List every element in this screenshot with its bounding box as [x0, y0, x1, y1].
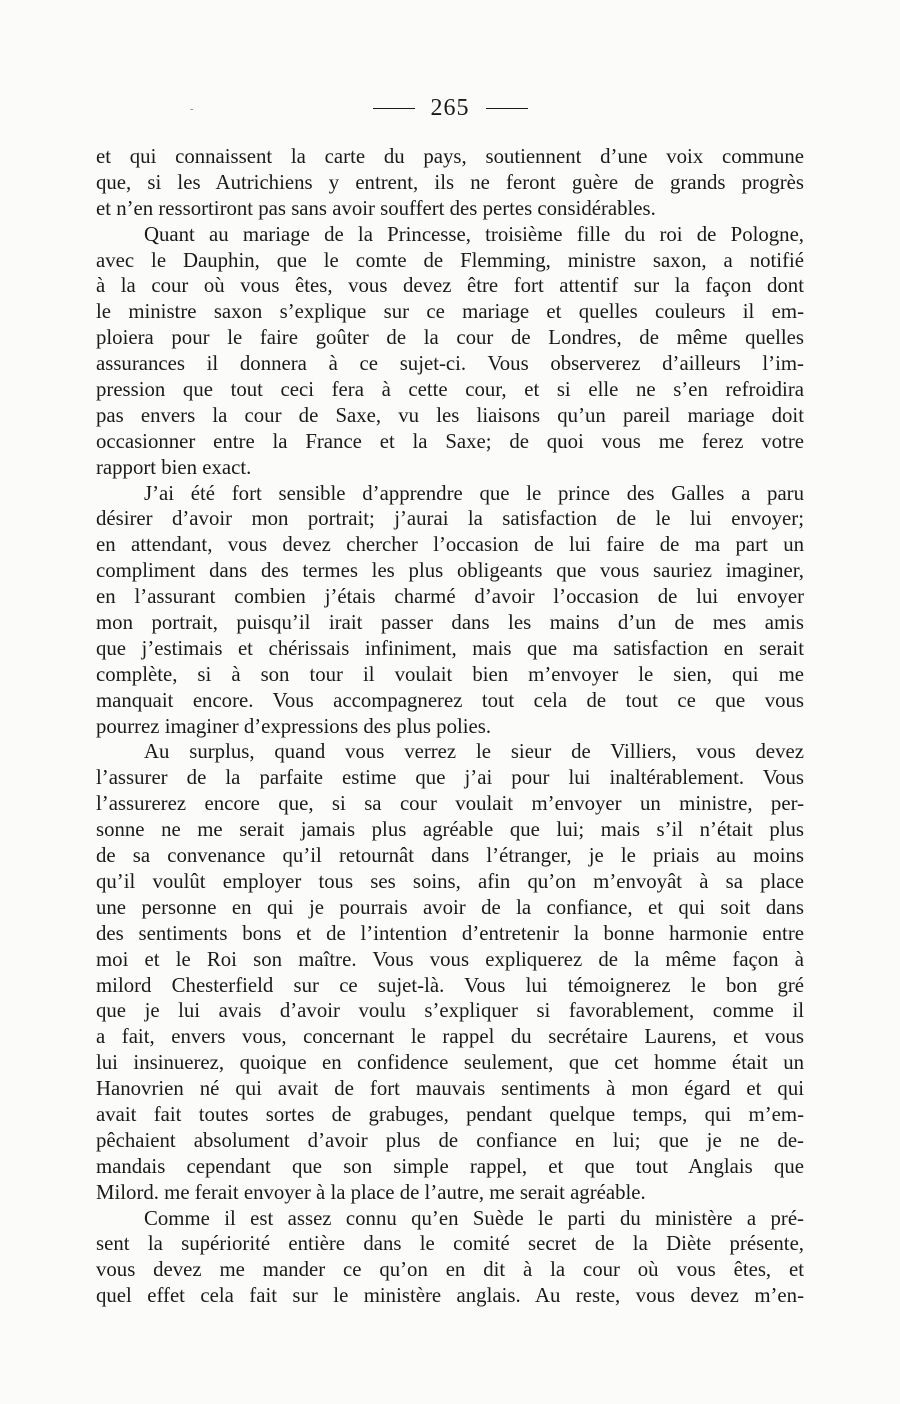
text-line: désirer d’avoir mon portrait; j’aurai la satisfaction de le lui envoyer; — [96, 507, 804, 531]
page-number: 265 — [430, 94, 470, 121]
text-line: que je lui avais d’avoir voulu s’expliquer si favorablement, comme il — [96, 999, 804, 1023]
text-line: le ministre saxon s’explique sur ce mariage et quelles couleurs il em- — [96, 300, 804, 324]
text-line: l’assurerez encore que, si sa cour voulait m’envoyer un ministre, per- — [96, 792, 804, 816]
text-line: une personne en qui je pourrais avoir de la confiance, et qui soit dans — [96, 895, 804, 919]
body-text — [96, 144, 804, 1309]
text-line: en attendant, vous devez chercher l’occasion de lui faire de ma part un — [96, 533, 804, 557]
text-line: des sentiments bons et de l’intention d’entretenir la bonne harmonie entre — [96, 921, 804, 945]
text-line: l’assurer de la parfaite estime que j’ai pour lui inaltérablement. Vous — [96, 766, 804, 790]
text-line: Comme il est assez connu qu’en Suède le parti du ministère a pré- — [144, 1206, 804, 1230]
text-line: avait fait toutes sortes de grabuges, pendant quelque temps, qui m’em- — [96, 1102, 804, 1126]
text-line: a fait, envers vous, concernant le rappel du secrétaire Laurens, et vous — [96, 1025, 804, 1049]
text-line: pourrez imaginer d’expressions des plus polies. — [96, 714, 492, 738]
text-line: milord Chesterfield sur ce sujet-là. Vous lui témoignerez le bon gré — [96, 973, 804, 997]
text-line: Au surplus, quand vous verrez le sieur de Villiers, vous devez — [144, 740, 804, 764]
text-line: ploiera pour le faire goûter de la cour de Londres, de même quelles — [96, 326, 804, 350]
text-line: de sa convenance qu’il retournât dans l’étranger, je le priais au moins — [96, 844, 804, 868]
text-line: pêchaient absolument d’avoir plus de confiance en lui; que je ne de- — [96, 1128, 804, 1152]
text-line: Hanovrien né qui avait de fort mauvais sentiments à mon égard et qui — [96, 1077, 804, 1101]
header-rule-right — [486, 108, 528, 109]
text-line: compliment dans des termes les plus obligeants que vous sauriez imaginer, — [96, 559, 804, 583]
text-line: Quant au mariage de la Princesse, troisième fille du roi de Pologne, — [144, 222, 804, 246]
text-line: pression que tout ceci fera à cette cour, et si elle ne s’en refroidira — [96, 378, 804, 402]
text-line: complète, si à son tour il voulait bien m’envoyer le sien, qui me — [96, 662, 804, 686]
header-rule-left — [373, 108, 415, 109]
text-line: pas envers la cour de Saxe, vu les liaisons qu’un pareil mariage doit — [96, 403, 804, 427]
text-line: avec le Dauphin, que le comte de Flemming, ministre saxon, a notifié — [96, 248, 804, 272]
corner-mark: - — [190, 104, 194, 115]
text-line: Milord. me ferait envoyer à la place de l’autre, me serait agréable. — [96, 1180, 646, 1204]
text-line: mandais cependant que son simple rappel, et que tout Anglais que — [96, 1154, 804, 1178]
text-line: occasionner entre la France et la Saxe; de quoi vous me ferez votre — [96, 429, 804, 453]
text-line: rapport bien exact. — [96, 455, 252, 479]
text-line: sent la supériorité entière dans le comité secret de la Diète présente, — [96, 1232, 804, 1256]
text-line: que j’estimais et chérissais infiniment, mais que ma satisfaction en serait — [96, 636, 804, 660]
text-line: manquait encore. Vous accompagnerez tout cela de tout ce que vous — [96, 688, 804, 712]
text-line: qu’il voulût employer tous ses soins, afin qu’on m’envoyât à sa place — [96, 869, 804, 893]
text-line: et n’en ressortiront pas sans avoir souffert des pertes considérables. — [96, 196, 656, 220]
text-line: vous devez me mander ce qu’on en dit à la cour où vous êtes, et — [96, 1258, 804, 1282]
text-line: moi et le Roi son maître. Vous vous expliquerez de la même façon à — [96, 947, 804, 971]
text-line: et qui connaissent la carte du pays, soutiennent d’une voix commune — [96, 145, 804, 168]
text-line: lui insinuerez, quoique en confidence seulement, que cet homme était un — [96, 1051, 804, 1075]
text-line: mon portrait, puisqu’il irait passer dans les mains d’un de mes amis — [96, 611, 804, 635]
text-line: assurances il donnera à ce sujet-ci. Vous observerez d’ailleurs l’im- — [96, 352, 804, 376]
text-line: sonne ne me serait jamais plus agréable que lui; mais s’il n’était plus — [96, 818, 804, 842]
page-header — [0, 88, 900, 128]
text-line: quel effet cela fait sur le ministère anglais. Au reste, vous devez m’en- — [96, 1284, 804, 1308]
text-line: J’ai été fort sensible d’apprendre que le prince des Galles a paru — [144, 481, 804, 505]
text-line: en l’assurant combien j’étais charmé d’avoir l’occasion de lui envoyer — [96, 585, 804, 609]
text-line: que, si les Autrichiens y entrent, ils ne feront guère de grands progrès — [96, 170, 804, 194]
text-line: à la cour où vous êtes, vous devez être fort attentif sur la façon dont — [96, 274, 804, 298]
